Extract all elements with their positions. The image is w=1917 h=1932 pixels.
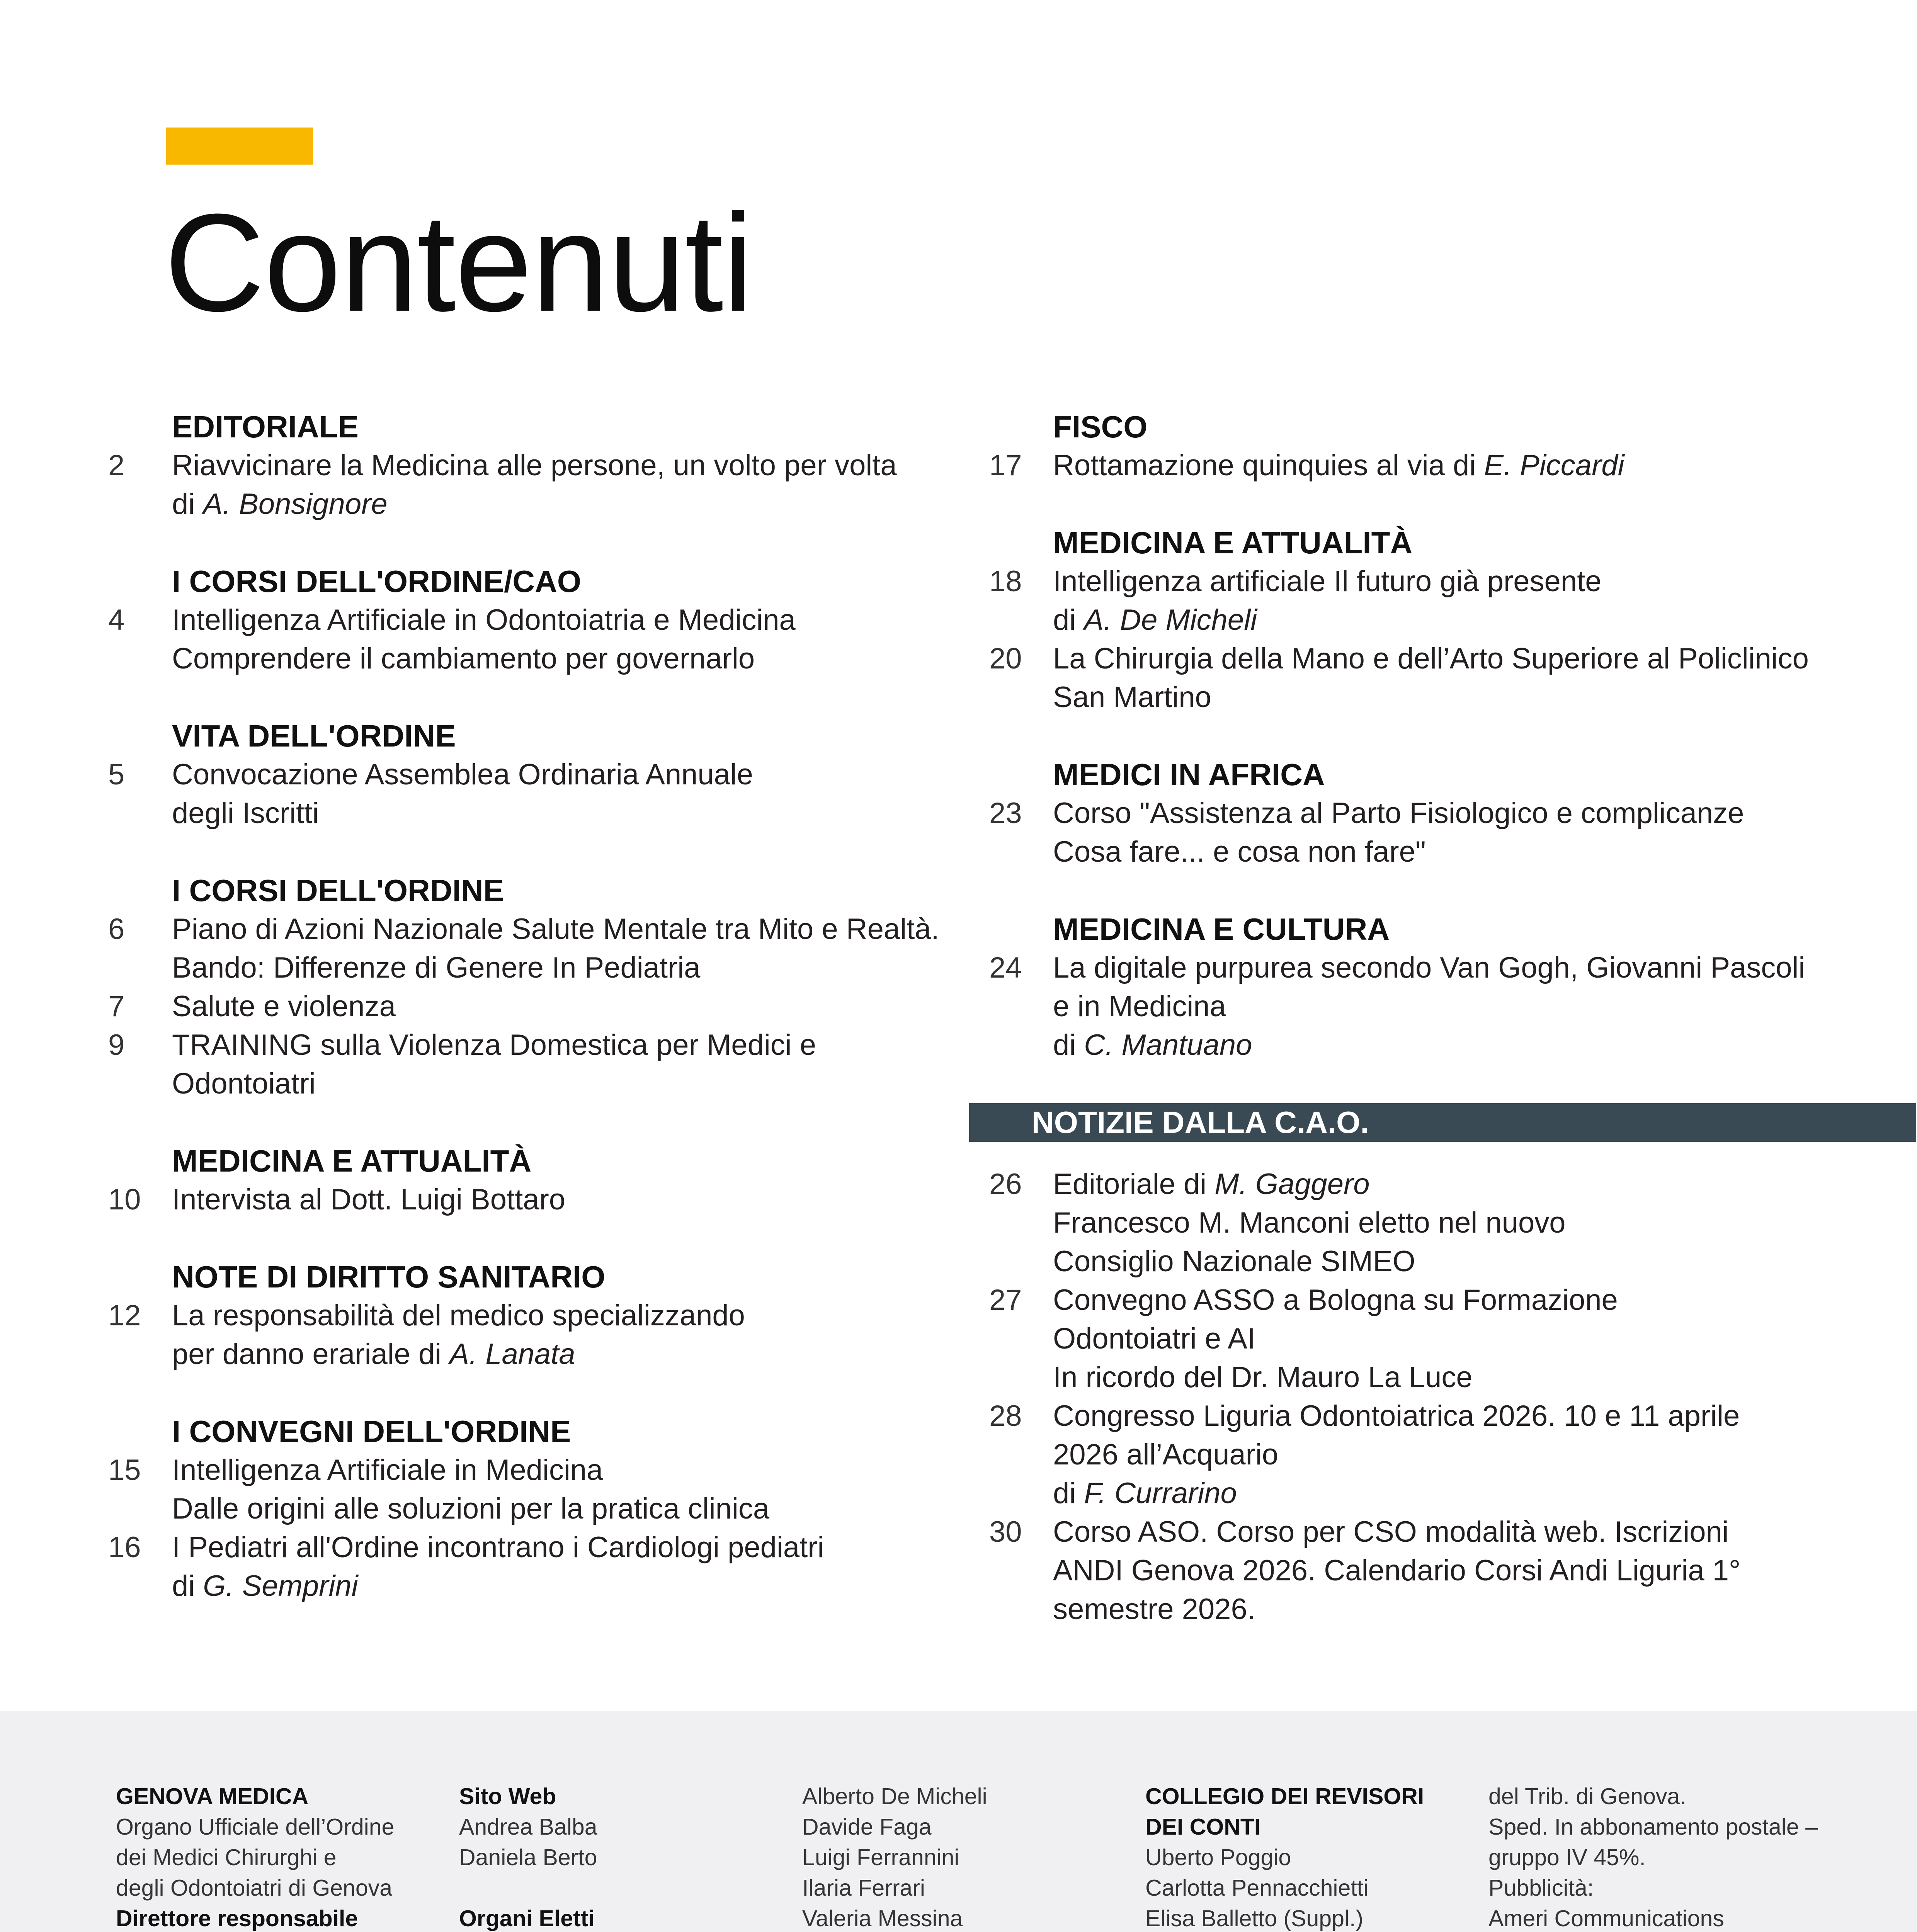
toc-entry-text	[1053, 639, 1917, 717]
toc-page-number: 6	[108, 913, 125, 946]
masthead-line: Ilaria Ferrari	[802, 1875, 925, 1901]
toc-entry-text	[1053, 562, 1917, 639]
toc-author: E. Piccardi	[1484, 449, 1624, 482]
masthead-column	[116, 1781, 456, 1932]
cao-section-banner: NOTIZIE DALLA C.A.O.	[969, 1103, 1916, 1142]
toc-page-number: 4	[108, 604, 125, 636]
toc-author-line	[172, 1335, 966, 1374]
toc-entry-text	[172, 755, 966, 833]
toc-entry-text	[172, 1180, 966, 1219]
toc-author-prefix: di	[1053, 1477, 1084, 1510]
toc-page-number: 9	[108, 1029, 125, 1061]
masthead-line: Sped. In abbonamento postale –	[1488, 1814, 1818, 1840]
toc-section	[89, 1142, 966, 1219]
toc-author: A. Bonsignore	[203, 488, 388, 520]
toc-author-prefix: di	[172, 1570, 203, 1602]
toc-entry	[970, 639, 1917, 717]
page-title: Contenuti	[164, 185, 753, 340]
toc-entry-text	[1053, 1397, 1917, 1513]
masthead-spacer	[459, 1873, 799, 1903]
toc-entry	[970, 794, 1917, 871]
toc-entry-line: Consiglio Nazionale SIMEO	[1053, 1245, 1415, 1278]
toc-entry-line: San Martino	[1053, 681, 1211, 714]
toc-entry-line: In ricordo del Dr. Mauro La Luce	[1053, 1361, 1473, 1394]
toc-page-number: 28	[989, 1400, 1022, 1432]
toc-section-title: EDITORIALE	[172, 410, 359, 444]
toc-entry	[89, 1451, 966, 1528]
toc-entry-text	[172, 601, 966, 678]
toc-section-title: I CORSI DELL'ORDINE/CAO	[172, 564, 582, 599]
masthead-line: Ameri Communications	[1488, 1906, 1724, 1931]
toc-left-column	[89, 408, 966, 1644]
toc-entry-line: ANDI Genova 2026. Calendario Corsi Andi Liguria 1°	[1053, 1554, 1741, 1587]
toc-page-number: 7	[108, 990, 125, 1023]
toc-entry-line: I Pediatri all'Ordine incontrano i Cardiologi pediatri	[172, 1531, 824, 1564]
toc-entry-line: Dalle origini alle soluzioni per la pratica clinica	[172, 1492, 770, 1525]
toc-page-number: 30	[989, 1515, 1022, 1548]
toc-entry-line: Piano di Azioni Nazionale Salute Mentale tra Mito e Realtà.	[172, 913, 939, 946]
toc-author-line	[1053, 446, 1917, 485]
toc-author: A. De Micheli	[1084, 604, 1257, 636]
toc-section	[970, 408, 1917, 485]
toc-author-line	[1053, 1165, 1917, 1204]
toc-entry-line: Intelligenza artificiale Il futuro già presente	[1053, 565, 1602, 598]
masthead-line: COLLEGIO DEI REVISORI	[1145, 1784, 1424, 1809]
toc-author-line	[1053, 1474, 1917, 1513]
toc-section	[89, 717, 966, 833]
masthead-line: GENOVA MEDICA	[116, 1784, 309, 1809]
toc-entry	[89, 601, 966, 678]
toc-entry-line: Odontoiatri	[172, 1067, 316, 1100]
toc-entry-text	[1053, 1165, 1917, 1281]
toc-entry-line: La digitale purpurea secondo Van Gogh, Giovanni Pascoli	[1053, 951, 1805, 984]
toc-page-number: 24	[989, 951, 1022, 984]
toc-section	[970, 910, 1917, 1065]
masthead-line: Organo Ufficiale dell’Ordine	[116, 1814, 395, 1840]
toc-section-title: VITA DELL'ORDINE	[172, 719, 456, 753]
toc-section	[89, 1412, 966, 1605]
toc-entry-line: Intervista al Dott. Luigi Bottaro	[172, 1183, 566, 1216]
toc-entry-line: semestre 2026.	[1053, 1593, 1255, 1626]
masthead-column	[802, 1781, 1142, 1932]
toc-section	[89, 871, 966, 1103]
toc-author-prefix: Editoriale di	[1053, 1168, 1215, 1201]
masthead-line: degli Odontoiatri di Genova	[116, 1875, 393, 1901]
toc-section-title: I CONVEGNI DELL'ORDINE	[172, 1414, 571, 1449]
masthead-line: Sito Web	[459, 1784, 556, 1809]
toc-entry-line: Francesco M. Manconi eletto nel nuovo	[1053, 1206, 1566, 1239]
toc-entry-line: Salute e violenza	[172, 990, 396, 1023]
toc-author-line	[1053, 601, 1917, 639]
toc-entry-line: Convegno ASSO a Bologna su Formazione	[1053, 1284, 1618, 1316]
toc-entry-text	[172, 1528, 966, 1605]
toc-section-title: MEDICINA E ATTUALITÀ	[1053, 526, 1413, 560]
toc-entry-text	[172, 987, 966, 1026]
masthead-column	[459, 1781, 799, 1932]
toc-entry-line: Corso "Assistenza al Parto Fisiologico e complicanze	[1053, 797, 1744, 830]
toc-entry-text	[172, 446, 966, 524]
toc-page-number: 20	[989, 642, 1022, 675]
toc-author: A. Lanata	[449, 1338, 575, 1371]
toc-entry-line: e in Medicina	[1053, 990, 1226, 1023]
masthead-line: gruppo IV 45%.	[1488, 1845, 1646, 1870]
toc-section-title: I CORSI DELL'ORDINE	[172, 873, 504, 908]
toc-entry-line: Intelligenza Artificiale in Odontoiatria e Medicina	[172, 604, 796, 636]
toc-author: G. Semprini	[203, 1570, 358, 1602]
toc-entry	[89, 1296, 966, 1374]
toc-entry-line: La Chirurgia della Mano e dell’Arto Superiore al Policlinico	[1053, 642, 1809, 675]
toc-section-title: MEDICI IN AFRICA	[1053, 757, 1325, 792]
toc-entry-line: Intelligenza Artificiale in Medicina	[172, 1454, 603, 1486]
toc-entry-line: 2026 all’Acquario	[1053, 1438, 1279, 1471]
toc-entry	[89, 755, 966, 833]
toc-entry-text	[1053, 794, 1917, 871]
toc-author-line	[172, 1567, 966, 1605]
toc-entry-text	[172, 1026, 966, 1103]
toc-page-number: 27	[989, 1284, 1022, 1316]
toc-page-number: 17	[989, 449, 1022, 482]
masthead-line: dei Medici Chirurghi e	[116, 1845, 337, 1870]
toc-entry-line: La responsabilità del medico specializzando	[172, 1299, 745, 1332]
toc-author: M. Gaggero	[1214, 1168, 1370, 1201]
toc-entry-line: Convocazione Assemblea Ordinaria Annuale	[172, 758, 754, 791]
masthead-line: del Trib. di Genova.	[1488, 1784, 1686, 1809]
toc-page-number: 10	[108, 1183, 141, 1216]
toc-entry-line: degli Iscritti	[172, 797, 319, 830]
toc-entry-line: Comprendere il cambiamento per governarlo	[172, 642, 755, 675]
toc-author-prefix: di	[172, 488, 203, 520]
toc-section	[89, 1258, 966, 1374]
toc-page-number: 5	[108, 758, 125, 791]
toc-entry-line: Riavvicinare la Medicina alle persone, un volto per volta	[172, 449, 897, 482]
toc-entry	[970, 1397, 1917, 1513]
toc-entry	[89, 910, 966, 987]
toc-author-line	[172, 485, 966, 524]
toc-author-prefix: di	[1053, 1029, 1084, 1061]
cao-entries	[970, 1165, 1917, 1629]
toc-section	[970, 755, 1917, 871]
toc-author-line	[1053, 1026, 1917, 1065]
toc-entry	[970, 1281, 1917, 1397]
toc-author-prefix: Rottamazione quinquies al via di	[1053, 449, 1484, 482]
toc-section-title: MEDICINA E CULTURA	[1053, 912, 1390, 946]
toc-entry	[970, 949, 1917, 1065]
toc-section	[970, 524, 1917, 717]
toc-author-prefix: per danno erariale di	[172, 1338, 450, 1371]
toc-entry	[89, 987, 966, 1026]
masthead-line: Pubblicità:	[1488, 1875, 1594, 1901]
toc-entry	[970, 562, 1917, 639]
toc-section	[89, 408, 966, 524]
toc-entry	[89, 1026, 966, 1103]
masthead-line: Uberto Poggio	[1145, 1845, 1291, 1870]
masthead-line: Alberto De Micheli	[802, 1784, 987, 1809]
toc-page-number: 16	[108, 1531, 141, 1564]
toc-page-number: 2	[108, 449, 125, 482]
toc-entry	[89, 1528, 966, 1605]
toc-entry	[89, 1180, 966, 1219]
toc-entry	[970, 1513, 1917, 1629]
toc-entry-line: Corso ASO. Corso per CSO modalità web. Iscrizioni	[1053, 1515, 1729, 1548]
masthead-line: Valeria Messina	[802, 1906, 963, 1931]
toc-page-number: 23	[989, 797, 1022, 830]
masthead-column	[1145, 1781, 1485, 1932]
toc-page-number: 12	[108, 1299, 141, 1332]
toc-entry-text	[172, 910, 966, 987]
toc-entry-text	[1053, 1281, 1917, 1397]
toc-page-number: 15	[108, 1454, 141, 1486]
toc-section-title: NOTE DI DIRITTO SANITARIO	[172, 1260, 606, 1294]
masthead-line: Luigi Ferrannini	[802, 1845, 959, 1870]
toc-author-prefix: di	[1053, 604, 1084, 636]
toc-page-number: 26	[989, 1168, 1022, 1201]
masthead-line: Daniela Berto	[459, 1845, 597, 1870]
toc-entry-line: Odontoiatri e AI	[1053, 1322, 1255, 1355]
toc-entry-line: Congresso Liguria Odontoiatrica 2026. 10 e 11 aprile	[1053, 1400, 1740, 1432]
toc-entry-text	[1053, 949, 1917, 1065]
toc-entry-line: TRAINING sulla Violenza Domestica per Medici e	[172, 1029, 816, 1061]
toc-author: C. Mantuano	[1084, 1029, 1252, 1061]
toc-page-number: 18	[989, 565, 1022, 598]
toc-entry-text	[1053, 1513, 1917, 1629]
toc-section-title: MEDICINA E ATTUALITÀ	[172, 1144, 532, 1178]
toc-entry-line: Cosa fare... e cosa non fare"	[1053, 835, 1426, 868]
toc-entry-text	[172, 1451, 966, 1528]
masthead-line: DEI CONTI	[1145, 1814, 1261, 1840]
toc-entry	[89, 446, 966, 524]
toc-entry-line: Bando: Differenze di Genere In Pediatria	[172, 951, 701, 984]
masthead-line: Elisa Balletto (Suppl.)	[1145, 1906, 1364, 1931]
toc-entry	[970, 446, 1917, 485]
toc-entry-text	[172, 1296, 966, 1374]
masthead-line: Carlotta Pennacchietti	[1145, 1875, 1369, 1901]
toc-section-title: FISCO	[1053, 410, 1148, 444]
toc-author: F. Currarino	[1084, 1477, 1237, 1510]
title-accent-bar	[166, 128, 313, 165]
toc-right-column	[970, 408, 1917, 1629]
masthead-line: Davide Faga	[802, 1814, 932, 1840]
toc-entry	[970, 1165, 1917, 1281]
masthead-column	[1488, 1781, 1829, 1932]
toc-section	[89, 562, 966, 678]
toc-entry-text	[1053, 446, 1917, 485]
masthead-line: Andrea Balba	[459, 1814, 597, 1840]
masthead-line: Direttore responsabile	[116, 1906, 358, 1931]
masthead-line: Organi Eletti	[459, 1906, 595, 1931]
